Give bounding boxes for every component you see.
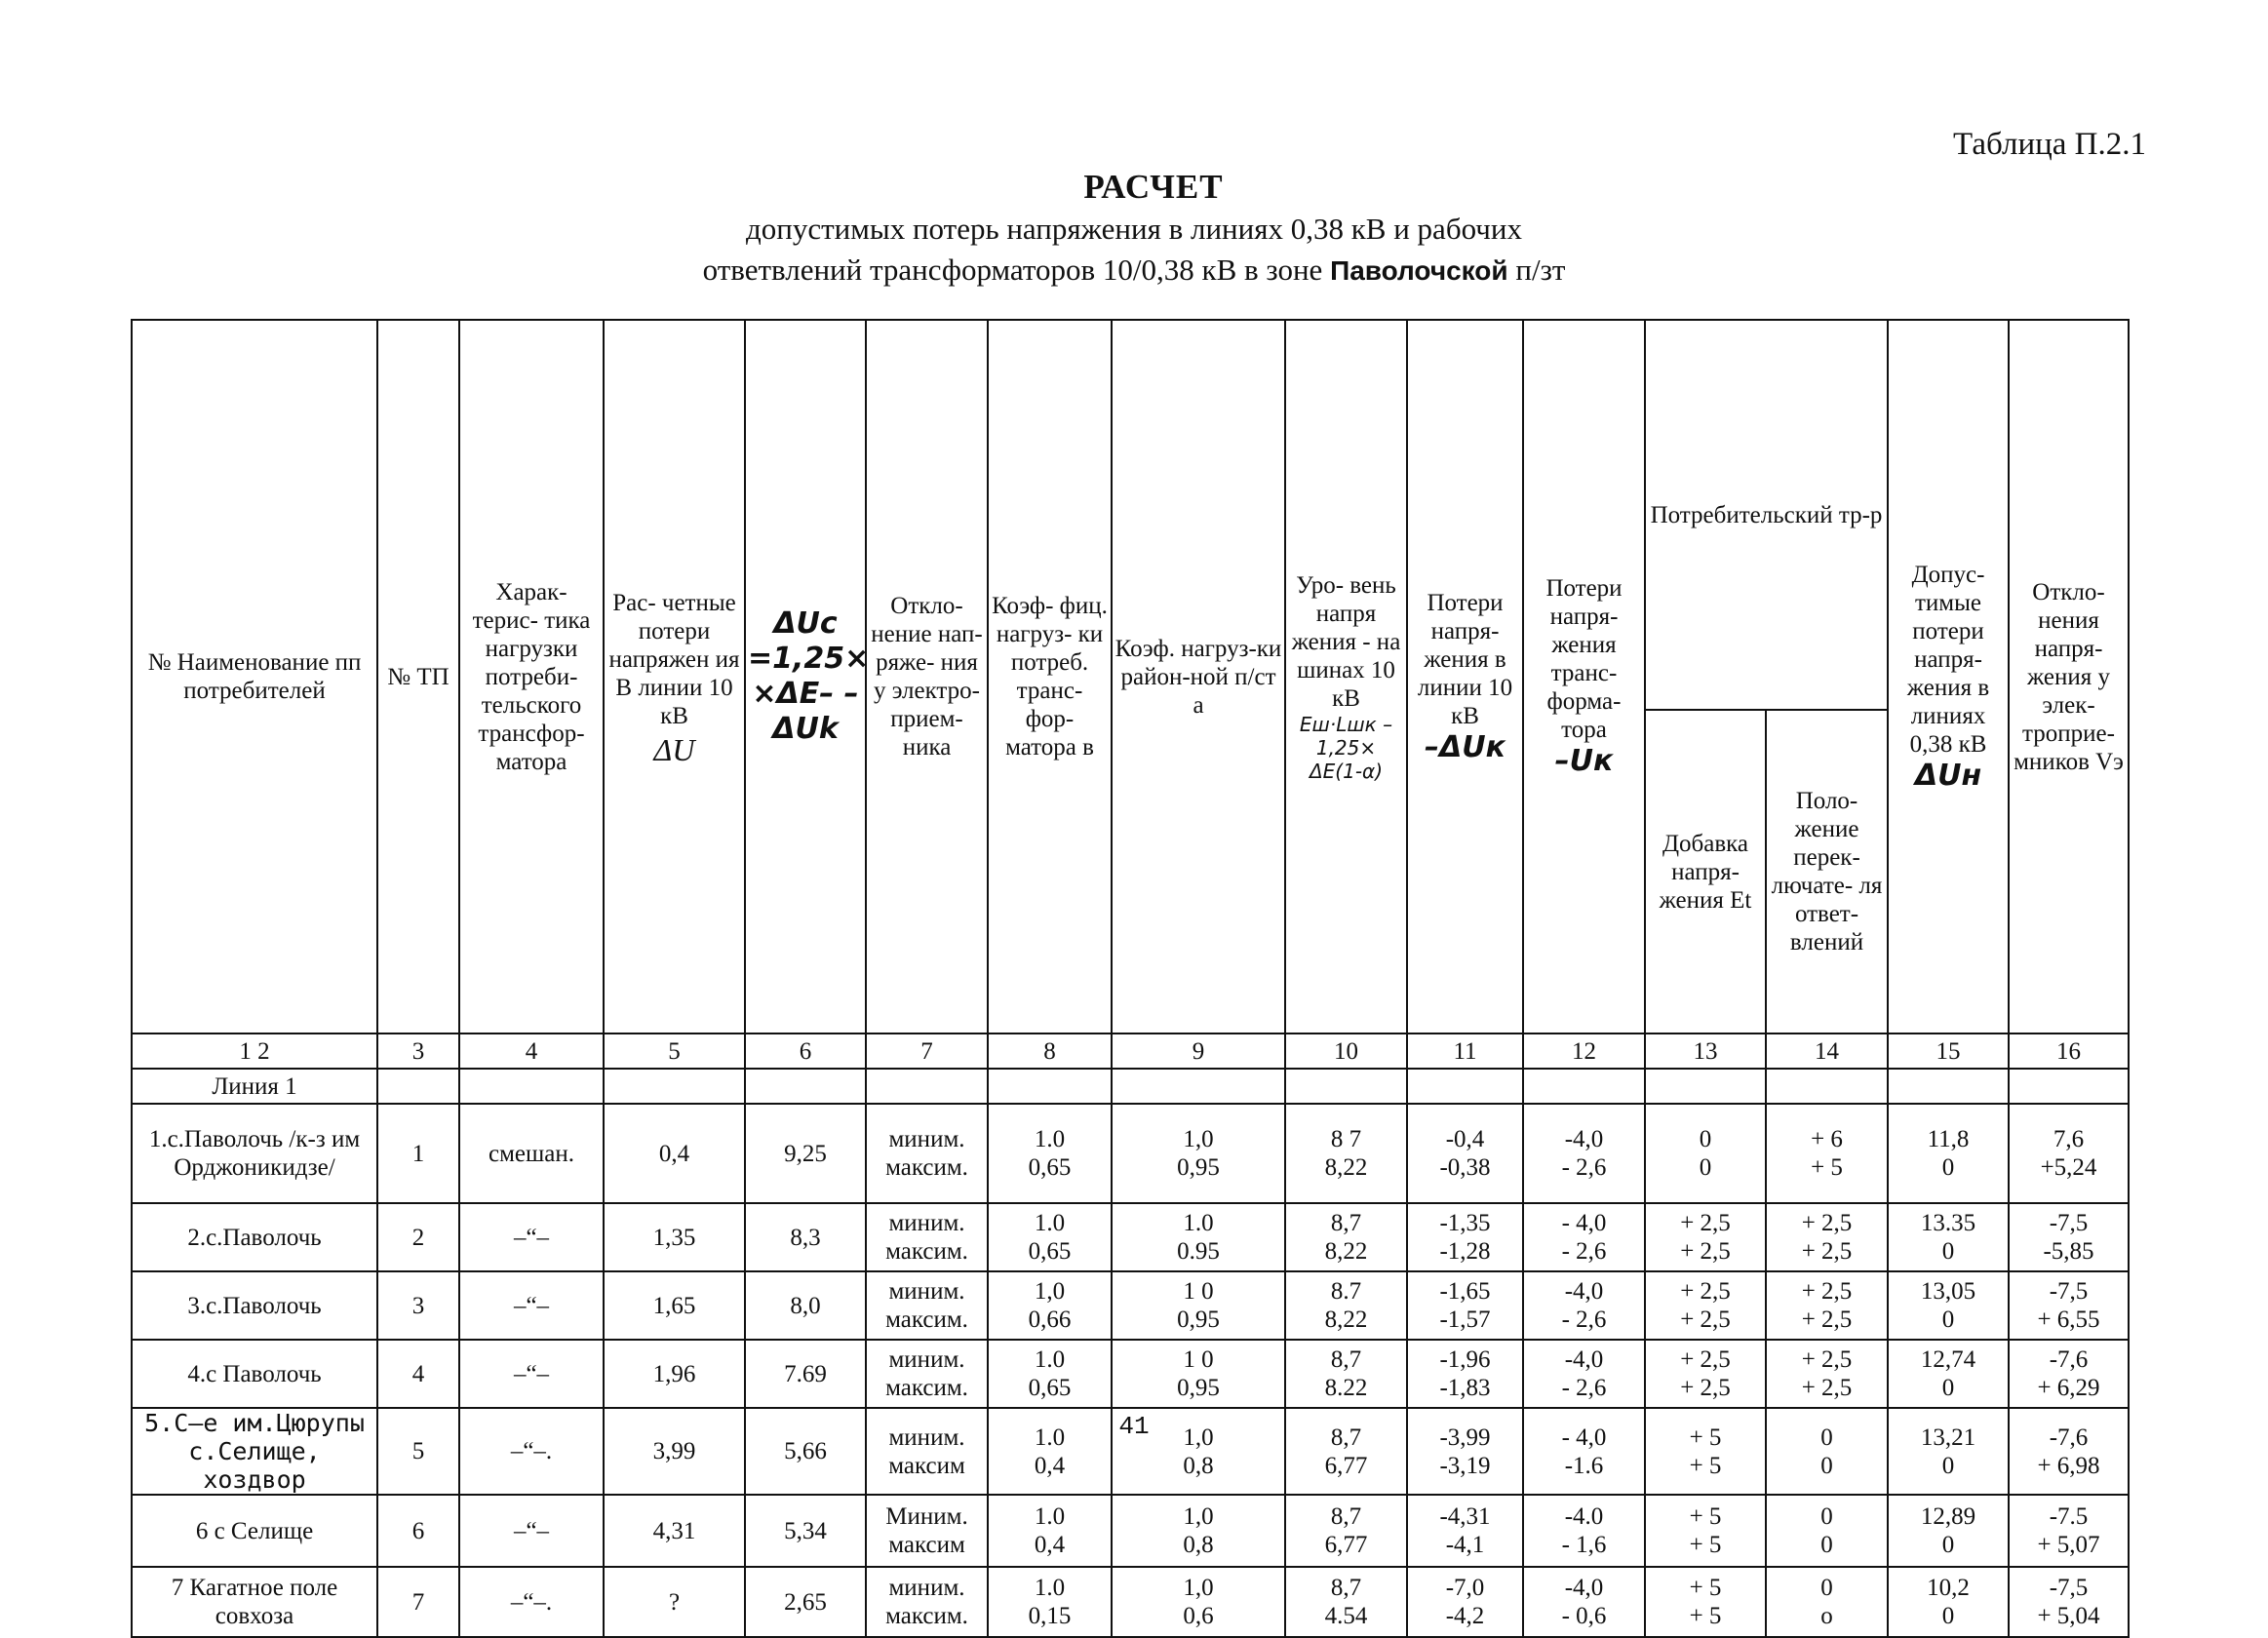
header-c6-handwritten: ΔUc =1,25× ×ΔE– –ΔUk	[748, 606, 870, 746]
voltage-level: 8.7 8,22	[1285, 1271, 1407, 1340]
colnum: 14	[1766, 1034, 1888, 1069]
voltage-level: 8,7 6,77	[1285, 1408, 1407, 1495]
section-row	[132, 1069, 2129, 1104]
tp-number: 4	[377, 1340, 459, 1408]
colnum: 4	[459, 1034, 604, 1069]
transformer-loss: - 4,0 -1.6	[1523, 1408, 1645, 1495]
delta-u: 8,0	[745, 1271, 866, 1340]
section-label: Линия 1	[132, 1069, 377, 1104]
allowed-loss: 12,89 0	[1888, 1495, 2009, 1567]
header-transformer-loss-handwritten: –Uк	[1554, 744, 1614, 778]
header-switch-position-text: Поло- жение перек- лючате- ля ответ- влений	[1771, 788, 1883, 956]
header-loss-10kv-formula: ΔU	[653, 732, 695, 767]
voltage-addition: + 5 + 5	[1645, 1408, 1766, 1495]
header-allowed-loss	[1888, 320, 2009, 1034]
table-row	[132, 1271, 2129, 1340]
transformer-loss: -4,0 - 2,6	[1523, 1340, 1645, 1408]
allowed-loss: 13,21 0	[1888, 1408, 2009, 1495]
loss-10kv: 1,65	[604, 1271, 745, 1340]
consumer-name: 1.с.Паволочь /к-з им Орджоникидзе/	[132, 1104, 377, 1203]
document-subtitle-line2	[0, 250, 2268, 292]
line-loss: -1,35 -1,28	[1407, 1203, 1523, 1271]
colnum: 11	[1407, 1034, 1523, 1069]
switch-position: + 2,5 + 2,5	[1766, 1340, 1888, 1408]
load-type: –“–.	[459, 1408, 604, 1495]
subtitle-prefix: ответвлений трансформаторов 10/0,38 кВ в зоне	[702, 253, 1323, 287]
table-label: Таблица П.2.1	[1953, 127, 2146, 162]
k-load: 1.0 0,4	[988, 1495, 1112, 1567]
k-load: 1,0 0,66	[988, 1271, 1112, 1340]
consumer-name: 3.с.Паволочь	[132, 1271, 377, 1340]
consumer-name: 4.с Паволочь	[132, 1340, 377, 1408]
switch-position: 0 o	[1766, 1567, 1888, 1637]
deviation: -7,5 + 6,55	[2009, 1271, 2129, 1340]
header-name	[132, 320, 377, 1034]
k-load: 1.0 0,4	[988, 1408, 1112, 1495]
loss-10kv: 0,4	[604, 1104, 745, 1203]
switch-position: 0 0	[1766, 1408, 1888, 1495]
zone-name: Паволочской	[1330, 255, 1508, 286]
line-loss: -1,65 -1,57	[1407, 1271, 1523, 1340]
k-load: 1.0 0,65	[988, 1340, 1112, 1408]
table-row	[132, 1495, 2129, 1567]
header-line-loss-text: Потери напря- жения в линии 10 кВ	[1417, 589, 1513, 729]
table-row	[132, 1567, 2129, 1637]
line-loss: -7,0 -4,2	[1407, 1567, 1523, 1637]
load-type: –“–	[459, 1203, 604, 1271]
delta-u: 2,65	[745, 1567, 866, 1637]
delta-u: 5,34	[745, 1495, 866, 1567]
table-row	[132, 1203, 2129, 1271]
deviation: -7,6 + 6,29	[2009, 1340, 2129, 1408]
line-loss: -1,96 -1,83	[1407, 1340, 1523, 1408]
header-load-type	[459, 320, 604, 1034]
colnum: 15	[1888, 1034, 2009, 1069]
k-district: 1 0 0,95	[1112, 1340, 1285, 1408]
loss-10kv: ?	[604, 1567, 745, 1637]
tp-number: 6	[377, 1495, 459, 1567]
colnum: 7	[866, 1034, 988, 1069]
column-number-row	[132, 1034, 2129, 1069]
deviation: 7,6 +5,24	[2009, 1104, 2129, 1203]
header-allowed-loss-handwritten: ΔUн	[1914, 758, 1982, 793]
colnum: 12	[1523, 1034, 1645, 1069]
deviation: -7,6 + 6,98	[2009, 1408, 2129, 1495]
page-number: 41	[1118, 1412, 1150, 1441]
mode: миним. максим.	[866, 1567, 988, 1637]
deviation: -7,5 -5,85	[2009, 1203, 2129, 1271]
allowed-loss: 13.35 0	[1888, 1203, 2009, 1271]
voltage-level: 8,7 6,77	[1285, 1495, 1407, 1567]
colnum: 3	[377, 1034, 459, 1069]
header-loss-10kv	[604, 320, 745, 1034]
consumer-name: 5.С–е им.Цюрупы с.Селище, хоздвор	[132, 1408, 377, 1495]
k-load: 1.0 0,15	[988, 1567, 1112, 1637]
voltage-level: 8 7 8,22	[1285, 1104, 1407, 1203]
colnum: 6	[745, 1034, 866, 1069]
tp-number: 3	[377, 1271, 459, 1340]
mode: миним. максим.	[866, 1104, 988, 1203]
load-type: смешан.	[459, 1104, 604, 1203]
header-receiver-deviation-text: Откло- нения напря- жения у элек- троприе- мников Vэ	[2014, 578, 2124, 775]
header-voltage-level-handwritten: Еш·Lшк –1,25× ΔE(1-α)	[1299, 712, 1393, 783]
colnum: 9	[1112, 1034, 1285, 1069]
k-district: 1,0 0,8	[1112, 1408, 1285, 1495]
table-row	[132, 1104, 2129, 1203]
load-type: –“–	[459, 1495, 604, 1567]
tp-number: 1	[377, 1104, 459, 1203]
deviation: -7.5 + 5,07	[2009, 1495, 2129, 1567]
header-transformer-loss	[1523, 320, 1645, 1034]
loss-10kv: 1,35	[604, 1203, 745, 1271]
switch-position: + 2,5 + 2,5	[1766, 1203, 1888, 1271]
header-voltage-level	[1285, 320, 1407, 1034]
line-loss: -0,4 -0,38	[1407, 1104, 1523, 1203]
header-deviation-receiver-text: Откло- нение нап- ряже- ния у электро- прием- ника	[871, 593, 983, 760]
header-k-load	[988, 320, 1112, 1034]
colnum: 8	[988, 1034, 1112, 1069]
transformer-loss: -4.0 - 1,6	[1523, 1495, 1645, 1567]
line-loss: -3,99 -3,19	[1407, 1408, 1523, 1495]
header-receiver-deviation	[2009, 320, 2129, 1034]
mode: миним. максим.	[866, 1203, 988, 1271]
k-district: 1 0 0,95	[1112, 1271, 1285, 1340]
voltage-addition: + 2,5 + 2,5	[1645, 1203, 1766, 1271]
k-load: 1.0 0,65	[988, 1203, 1112, 1271]
header-tp	[377, 320, 459, 1034]
voltage-addition: 0 0	[1645, 1104, 1766, 1203]
header-allowed-loss-text: Допус- тимые потери напря- жения в линиях 0,38 кВ	[1906, 561, 1990, 758]
allowed-loss: 10,2 0	[1888, 1567, 2009, 1637]
table-row	[132, 1340, 2129, 1408]
tp-number: 5	[377, 1408, 459, 1495]
header-loss-10kv-text: Рас- четные потери напряжен ия В линии 10 кВ	[608, 590, 740, 729]
loss-10kv: 1,96	[604, 1340, 745, 1408]
header-k-district	[1112, 320, 1285, 1034]
consumer-name: 7 Кагатное поле совхоза	[132, 1567, 377, 1637]
transformer-loss: -4,0 - 2,6	[1523, 1271, 1645, 1340]
document-title: РАСЧЕТ	[1083, 168, 1224, 206]
load-type: –“–.	[459, 1567, 604, 1637]
colnum: 1 2	[132, 1034, 377, 1069]
header-k-district-text: Коэф. нагруз-ки район-ной п/ст а	[1114, 635, 1282, 719]
header-line-loss	[1407, 320, 1523, 1034]
header-load-type-text: Харак- терис- тика нагрузки потреби- тельского трансфор- матора	[472, 578, 591, 775]
k-load: 1.0 0,65	[988, 1104, 1112, 1203]
tp-number: 2	[377, 1203, 459, 1271]
document-subtitle-line1: допустимых потерь напряжения в линиях 0,38 кВ и рабочих	[746, 212, 1522, 246]
header-k-load-text: Коэф- фиц. нагруз- ки потреб. транс- фор- матора в	[992, 593, 1108, 760]
k-district: 1.0 0.95	[1112, 1203, 1285, 1271]
k-district: 1,0 0,8	[1112, 1495, 1285, 1567]
header-row	[132, 320, 2129, 710]
allowed-loss: 12,74 0	[1888, 1340, 2009, 1408]
load-type: –“–	[459, 1340, 604, 1408]
voltage-level: 8,7 8,22	[1285, 1203, 1407, 1271]
switch-position: 0 0	[1766, 1495, 1888, 1567]
header-consumer-transformer-text: Потребительский тр-р	[1650, 501, 1883, 528]
header-voltage-level-text: Уро- вень напря жения - на шинах 10 кВ	[1291, 571, 1401, 712]
header-voltage-addition-text: Добавка напря- жения Et	[1659, 830, 1752, 914]
mode: миним. максим	[866, 1408, 988, 1495]
mode: миним. максим.	[866, 1271, 988, 1340]
subtitle-suffix: п/зт	[1515, 253, 1566, 287]
loss-10kv: 4,31	[604, 1495, 745, 1567]
header-name-text: № Наименование пп потребителей	[147, 649, 362, 704]
consumer-name: 6 с Селище	[132, 1495, 377, 1567]
delta-u: 9,25	[745, 1104, 866, 1203]
allowed-loss: 11,8 0	[1888, 1104, 2009, 1203]
mode: миним. максим.	[866, 1340, 988, 1408]
header-line-loss-handwritten: –ΔUк	[1425, 729, 1505, 764]
switch-position: + 6 + 5	[1766, 1104, 1888, 1203]
header-tp-text: № ТП	[387, 663, 450, 690]
title-block	[0, 166, 2268, 292]
header-switch-position	[1766, 710, 1888, 1034]
header-deviation-receiver	[866, 320, 988, 1034]
header-consumer-transformer	[1645, 320, 1888, 710]
voltage-addition: + 2,5 + 2,5	[1645, 1271, 1766, 1340]
k-district: 1,0 0,95	[1112, 1104, 1285, 1203]
load-type: –“–	[459, 1271, 604, 1340]
colnum: 13	[1645, 1034, 1766, 1069]
switch-position: + 2,5 + 2,5	[1766, 1271, 1888, 1340]
transformer-loss: - 4,0 - 2,6	[1523, 1203, 1645, 1271]
mode: Миним. максим	[866, 1495, 988, 1567]
voltage-addition: + 5 + 5	[1645, 1567, 1766, 1637]
colnum: 5	[604, 1034, 745, 1069]
consumer-name: 2.с.Паволочь	[132, 1203, 377, 1271]
colnum: 16	[2009, 1034, 2129, 1069]
transformer-loss: -4,0 - 0,6	[1523, 1567, 1645, 1637]
header-c6	[745, 320, 870, 1034]
tp-number: 7	[377, 1567, 459, 1637]
colnum: 10	[1285, 1034, 1407, 1069]
line-loss: -4,31 -4,1	[1407, 1495, 1523, 1567]
delta-u: 8,3	[745, 1203, 866, 1271]
delta-u: 5,66	[745, 1408, 866, 1495]
loss-10kv: 3,99	[604, 1408, 745, 1495]
delta-u: 7.69	[745, 1340, 866, 1408]
voltage-level: 8,7 8.22	[1285, 1340, 1407, 1408]
voltage-addition: + 2,5 + 2,5	[1645, 1340, 1766, 1408]
voltage-level: 8,7 4.54	[1285, 1567, 1407, 1637]
deviation: -7,5 + 5,04	[2009, 1567, 2129, 1637]
header-voltage-addition	[1645, 710, 1766, 1034]
transformer-loss: -4,0 - 2,6	[1523, 1104, 1645, 1203]
k-district: 1,0 0,6	[1112, 1567, 1285, 1637]
voltage-addition: + 5 + 5	[1645, 1495, 1766, 1567]
header-transformer-loss-text: Потери напря- жения транс- форма- тора	[1545, 575, 1623, 743]
allowed-loss: 13,05 0	[1888, 1271, 2009, 1340]
